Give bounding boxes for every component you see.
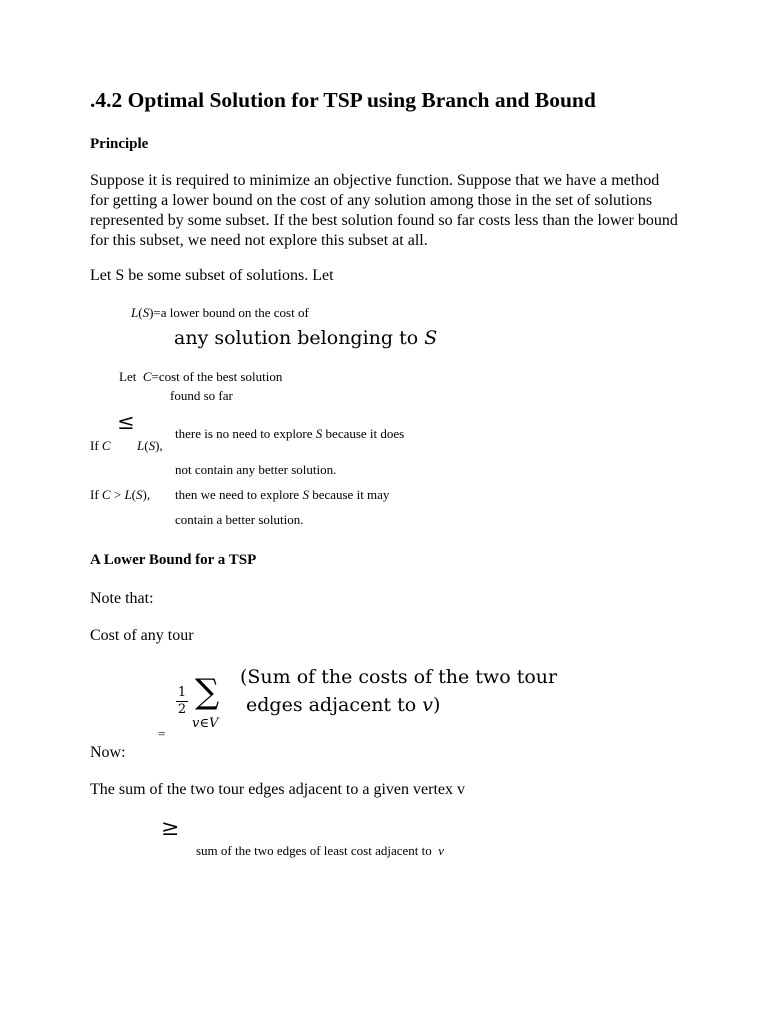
case2-line1-post: because it may — [312, 487, 390, 502]
c-definition-text: cost of the best solution — [158, 369, 283, 384]
case1-c: C — [101, 438, 111, 453]
case2-ls-arg: S — [136, 487, 143, 502]
geq-symbol: ≥ — [161, 816, 180, 841]
principle-paragraph: Suppose it is required to minimize an objective function. Suppose that we have a method for getting a lower bound on the cost of any solution among those in the set of solutions represented by some subset. If the best solution found so far costs less than the lower bound for this subset, we need not explore this subset at all. — [90, 172, 678, 249]
case1-if: If — [90, 438, 99, 453]
case1-condition — [90, 438, 111, 454]
ls-math-var: S — [424, 327, 438, 349]
sigma-symbol: ∑ — [195, 672, 220, 712]
fraction-half — [176, 686, 188, 717]
fraction-denominator: 2 — [177, 702, 187, 717]
sigma-sub-set: V — [208, 716, 219, 731]
ls-definition: L(S)=a lower bound on the cost of — [131, 305, 309, 320]
case1-ls: L(S), — [137, 438, 163, 453]
bound-var: v — [438, 843, 445, 858]
case1-ls-l: L — [137, 438, 145, 453]
let-s-line: Let S be some subset of solutions. Let — [90, 267, 334, 284]
case2-line2: contain a better solution. — [175, 512, 304, 527]
fraction-numerator: 1 — [177, 685, 187, 700]
now-label: Now: — [90, 744, 126, 761]
case2-ls-l: L — [124, 487, 132, 502]
case1-ls-arg: S — [148, 438, 156, 453]
equals-sign: = — [158, 726, 166, 741]
principle-heading: Principle — [90, 136, 149, 152]
sum-text-line1: (Sum of the costs of the two tour — [240, 666, 558, 688]
c-symbol: C — [142, 369, 152, 384]
case2-gt: > — [113, 487, 122, 502]
leq-symbol: ≤ — [117, 410, 135, 434]
sigma-sub-var: v — [192, 716, 200, 731]
ls-math-text: any solution belonging to — [174, 327, 419, 349]
case1-line1-post: because it does — [325, 426, 405, 441]
page-title: .4.2 Optimal Solution for TSP using Branch and Bound — [90, 88, 596, 112]
tour-edges-statement: The sum of the two tour edges adjacent to a given vertex v — [90, 781, 465, 798]
c-eq: = — [151, 369, 159, 384]
ls-definition-text: a lower bound on the cost of — [160, 305, 309, 320]
case2-line1-pre: then we need to explore — [175, 487, 300, 502]
sum-line2-var: v — [422, 694, 433, 716]
case2-line1 — [175, 487, 389, 503]
case2-line1-var: S — [302, 487, 309, 502]
case2-condition: If C > L(S), — [90, 487, 151, 502]
sum-text-line2 — [246, 694, 440, 716]
ls-arg: S — [142, 305, 150, 320]
note-that: Note that: — [90, 590, 154, 607]
lower-bound-heading: A Lower Bound for a TSP — [90, 552, 257, 568]
sum-line2-post: ) — [432, 694, 441, 716]
case2-if: If — [90, 487, 99, 502]
c-definition — [119, 369, 282, 385]
case1-line1 — [175, 426, 404, 442]
sigma-sub-in: ∈ — [199, 716, 209, 731]
c-definition-text-2: found so far — [170, 388, 233, 403]
ls-eq: = — [153, 305, 161, 320]
ls-math-line — [174, 327, 437, 349]
sigma-subscript — [192, 716, 218, 731]
sum-line2-pre: edges adjacent to — [246, 694, 417, 716]
case1-line2: not contain any better solution. — [175, 462, 337, 477]
bound-text — [196, 843, 444, 859]
ls-symbol: L — [131, 305, 139, 320]
case1-line1-pre: there is no need to explore — [175, 426, 313, 441]
cost-of-any-tour: Cost of any tour — [90, 627, 194, 644]
case1-line1-var: S — [315, 426, 323, 441]
bound-text-main: sum of the two edges of least cost adjacent to — [196, 843, 432, 858]
c-let: Let — [119, 369, 137, 384]
case2-c: C — [101, 487, 111, 502]
